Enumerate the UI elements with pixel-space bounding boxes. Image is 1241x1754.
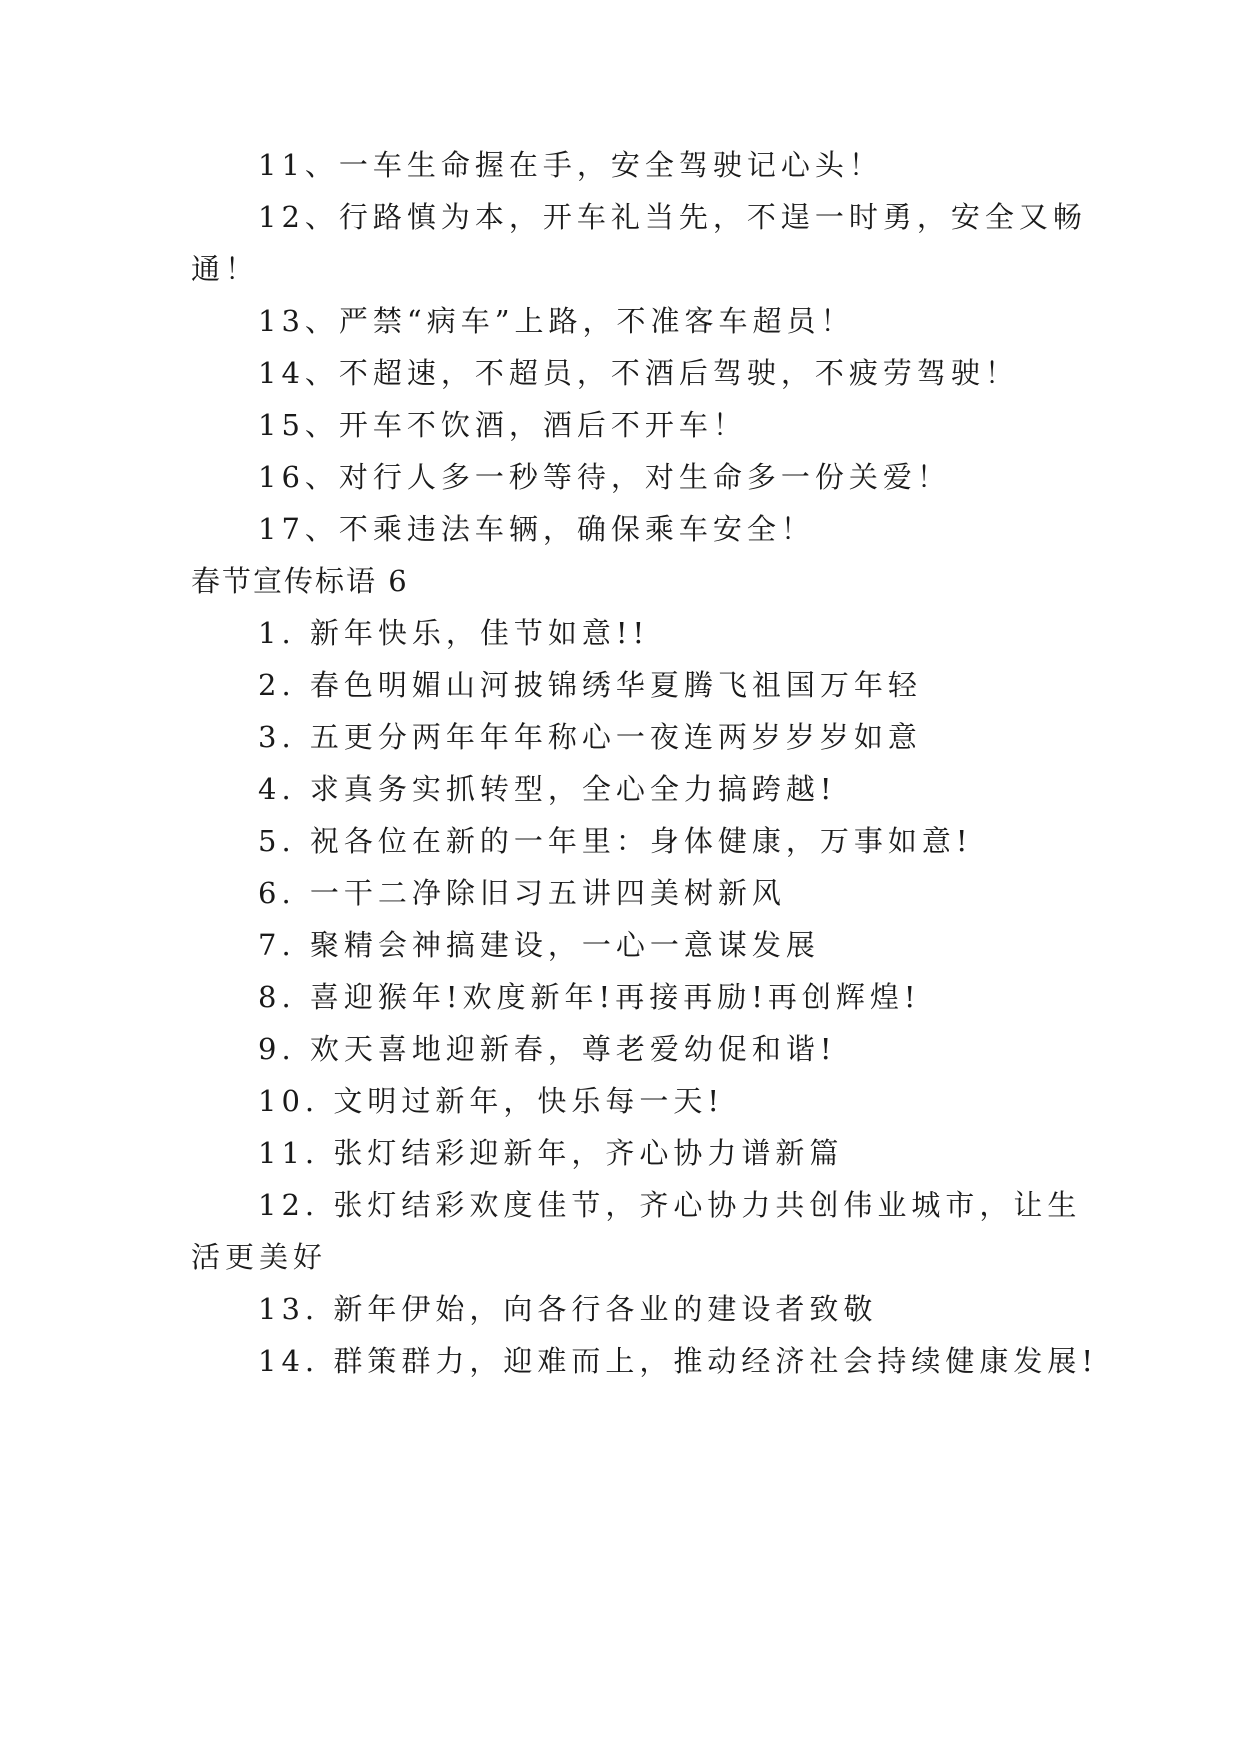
- slogan-line: 12、行路慎为本，开车礼当先，不逞一时勇，安全又畅: [258, 200, 1087, 234]
- slogan-line: 3. 五更分两年年年称心一夜连两岁岁岁如意: [258, 720, 922, 754]
- slogan-line: 14. 群策群力，迎难而上，推动经济社会持续健康发展!: [258, 1344, 1098, 1378]
- slogan-line: 9. 欢天喜地迎新春，尊老爱幼促和谐!: [258, 1032, 837, 1066]
- slogan-line: 13. 新年伊始，向各行各业的建设者致敬: [258, 1292, 878, 1326]
- slogan-line: 10. 文明过新年，快乐每一天!: [258, 1084, 724, 1118]
- section-heading: 春节宣传标语 6: [191, 564, 409, 598]
- slogan-line: 8. 喜迎猴年!欢度新年!再接再励!再创辉煌!: [258, 980, 921, 1014]
- slogan-line: 14、不超速，不超员，不酒后驾驶，不疲劳驾驶！: [258, 356, 1019, 390]
- slogan-line: 6. 一干二净除旧习五讲四美树新风: [258, 876, 786, 910]
- slogan-line: 2. 春色明媚山河披锦绣华夏腾飞祖国万年轻: [258, 668, 922, 702]
- slogan-line: 12. 张灯结彩欢度佳节，齐心协力共创伟业城市，让生: [258, 1188, 1082, 1222]
- slogan-line: 4. 求真务实抓转型，全心全力搞跨越!: [258, 772, 837, 806]
- slogan-line: 7. 聚精会神搞建设，一心一意谋发展: [258, 928, 820, 962]
- slogan-line: 15、开车不饮酒，酒后不开车！: [258, 408, 747, 442]
- slogan-line: 11. 张灯结彩迎新年，齐心协力谱新篇: [258, 1136, 844, 1170]
- slogan-line: 16、对行人多一秒等待，对生命多一份关爱！: [258, 460, 951, 494]
- slogan-line: 11、一车生命握在手，安全驾驶记心头！: [258, 148, 883, 182]
- slogan-line: 17、不乘违法车辆，确保乘车安全！: [258, 512, 815, 546]
- slogan-line: 1. 新年快乐，佳节如意!!: [258, 616, 650, 650]
- slogan-line-continuation: 通！: [191, 252, 260, 286]
- slogan-line: 13、严禁“病车”上路，不准客车超员！: [258, 304, 855, 338]
- slogan-line-continuation: 活更美好: [191, 1240, 328, 1274]
- slogan-line: 5. 祝各位在新的一年里：身体健康，万事如意!: [258, 824, 973, 858]
